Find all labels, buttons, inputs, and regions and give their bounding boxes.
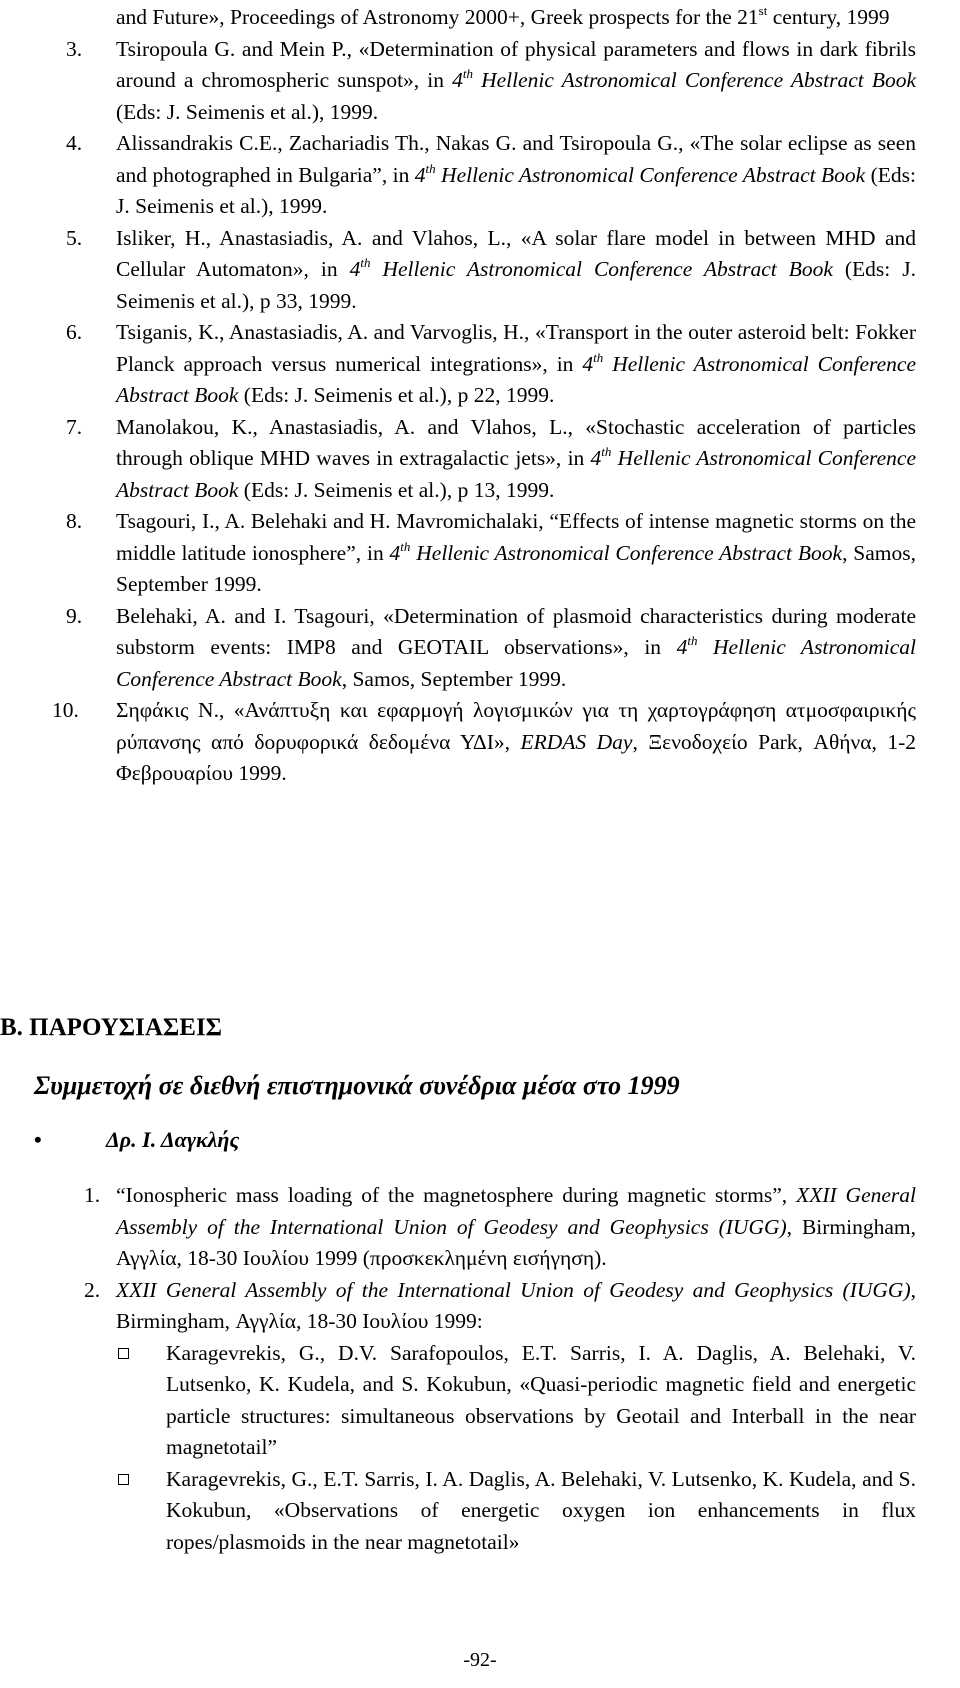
list-item	[66, 223, 916, 318]
item-text	[116, 1275, 916, 1338]
text-fragment: Alissandrakis C.E., Zachariadis Th., Nakas G. and Tsiropoula G., «The solar eclipse as seen and photographed in Bulgaria”, in	[116, 131, 916, 187]
page-number: -92-	[463, 1649, 497, 1671]
text-fragment: 4	[452, 68, 463, 92]
text-fragment: century, 1999	[767, 5, 890, 29]
item-text	[116, 1180, 916, 1275]
superscript: th	[601, 444, 612, 459]
item-text	[116, 128, 916, 223]
item-number: 10.	[52, 698, 79, 722]
list-item	[84, 1180, 916, 1275]
superscript: th	[687, 633, 698, 648]
text-fragment: Hellenic Astronomical Conference Abstract Book	[370, 257, 833, 281]
list-item	[66, 2, 916, 34]
person-name: Δρ. Ι. Δαγκλής	[106, 1127, 240, 1152]
sub-item-text: Karagevrekis, G., D.V. Sarafopoulos, E.T. Sarris, I. A. Daglis, A. Belehaki, V. Lutsenko, K. Kudela, and S. Kokubun, «Quasi-periodic magnetic field and energetic particle structures: simultaneous observations by Geotail and Interball in the near magnetotail”	[166, 1340, 916, 1459]
text-fragment: Tsiropoula G. and Mein P., «Determination of physical parameters and flows in dark fibrils around a chromospheric sunspot», in	[116, 36, 916, 92]
text-fragment: Hellenic Astronomical Conference Abstract Book	[116, 635, 916, 691]
item-number: 1.	[84, 1183, 101, 1207]
item-number: 9.	[66, 603, 83, 628]
list-item	[66, 34, 916, 129]
sub-item-text: Karagevrekis, G., E.T. Sarris, I. A. Daglis, A. Belehaki, V. Lutsenko, K. Kudela, and S. Kokubun, «Observations of energetic oxygen ion enhancements in flux ropes/plasmoids in the near magnetotail»	[166, 1466, 916, 1554]
list-item	[52, 695, 917, 790]
item-number: 5.	[66, 225, 83, 250]
text-fragment: 4	[582, 351, 594, 376]
item-text	[116, 223, 916, 318]
item-text	[116, 412, 916, 507]
text-fragment: XXII General Assembly of the International Union of Geodesy and Geophysics (IUGG)	[116, 1277, 911, 1302]
sub-list-item	[116, 1338, 916, 1464]
item-text	[116, 2, 916, 34]
text-fragment: (Eds: J. Seimenis et al.), 1999.	[116, 99, 379, 124]
text-fragment: (Eds: J. Seimenis et al.), p 22, 1999.	[238, 383, 555, 407]
talk-list	[84, 1180, 916, 1558]
text-fragment: ERDAS Day	[520, 729, 633, 754]
person-entry	[34, 1124, 239, 1156]
superscript: st	[758, 3, 768, 18]
text-fragment: (Eds: J. Seimenis et al.), p 33, 1999.	[116, 257, 916, 313]
text-fragment: Belehaki, A. and I. Tsagouri, «Determination of plasmoid characteristics during moderate substorm events: IMP8 and GEOTAIL observations», in	[116, 603, 916, 659]
text-fragment: , Birmingham, Αγγλία, 18-30 Ιουλίου 1999:	[116, 1277, 916, 1333]
text-fragment: “Ionospheric mass loading of the magnetosphere during magnetic storms”,	[116, 1183, 797, 1207]
item-text	[116, 601, 916, 696]
list-item	[66, 128, 916, 223]
superscript: th	[593, 349, 604, 365]
section-heading: B. ΠΑΡΟΥΣΙΑΣΕΙΣ	[0, 1014, 223, 1041]
item-number: 2.	[84, 1277, 101, 1302]
list-item	[84, 1275, 916, 1559]
reference-list	[52, 2, 917, 790]
item-number: 3.	[66, 36, 83, 61]
text-fragment: , Birmingham, Αγγλία, 18-30 Ιουλίου 1999 (προσκεκλημένη εισήγηση).	[116, 1214, 917, 1270]
text-fragment: 4	[414, 162, 426, 187]
subsection-heading: Συμμετοχή σε διεθνή επιστημονικά συνέδρια μέσα στο 1999	[34, 1071, 680, 1100]
text-fragment: Hellenic Astronomical Conference Abstract Book	[473, 68, 916, 92]
text-fragment: (Eds: J. Seimenis et al.), 1999.	[116, 162, 916, 218]
text-fragment: , Ξενοδοχείο Park, Αθήνα, 1-2 Φεβρουαρίου 1999.	[116, 729, 917, 785]
text-fragment: (Eds: J. Seimenis et al.), p 13, 1999.	[238, 477, 555, 502]
sub-list-item	[116, 1464, 916, 1559]
bullet-icon: •	[34, 1127, 42, 1152]
text-fragment: , Samos, September 1999.	[116, 540, 916, 596]
text-fragment: Hellenic Astronomical Conference Abstract Book	[116, 446, 916, 502]
list-item	[66, 317, 916, 412]
sub-list	[116, 1338, 916, 1559]
item-number: 8.	[66, 509, 83, 533]
text-fragment: Σηφάκις Ν., «Ανάπτυξη και εφαρμογή λογισμικών για τη χαρτογράφηση ατμοσφαιρικής ρύπανσης από δορυφορικά δεδομένα ΥΔΙ»,	[116, 698, 916, 754]
list-item	[66, 601, 916, 696]
text-fragment: Tsiganis, K., Anastasiadis, A. and Varvoglis, H., «Transport in the outer asteroid belt: Fokker Planck approach versus numerical integrations», in	[116, 320, 916, 376]
text-fragment: Tsagouri, I., A. Belehaki and H. Mavromichalaki, “Effects of intense magnetic storms on the middle latitude ionosphere”, in	[116, 509, 916, 565]
checkbox-bullet-icon	[118, 1348, 129, 1359]
text-fragment: , Samos, September 1999.	[341, 666, 567, 691]
superscript: th	[400, 538, 411, 554]
text-fragment: 4	[389, 540, 401, 565]
text-fragment: 4	[676, 635, 688, 659]
item-number: 4.	[66, 131, 83, 155]
checkbox-bullet-icon	[118, 1474, 129, 1485]
item-text	[116, 506, 916, 601]
text-fragment: Manolakou, K., Anastasiadis, A. and Vlahos, L., «Stochastic acceleration of particles through oblique MHD waves in extragalactic jets», in	[116, 414, 916, 470]
superscript: th	[462, 66, 473, 81]
item-text	[116, 317, 916, 412]
text-fragment: and Future», Proceedings of Astronomy 2000+, Greek prospects for the 21	[116, 5, 759, 29]
list-item	[66, 412, 916, 507]
item-number: 6.	[66, 320, 83, 344]
superscript: th	[425, 160, 436, 176]
item-number: 7.	[66, 414, 83, 439]
text-fragment: Hellenic Astronomical Conference Abstract Book	[410, 540, 843, 565]
text-fragment: Hellenic Astronomical Conference Abstract Book	[116, 351, 916, 407]
text-fragment: Hellenic Astronomical Conference Abstract Book	[435, 162, 866, 187]
item-text	[116, 34, 916, 129]
superscript: th	[360, 255, 371, 270]
list-item	[66, 506, 916, 601]
text-fragment: 4	[590, 446, 602, 470]
text-fragment: XXII General Assembly of the International Union of Geodesy and Geophysics (IUGG)	[116, 1183, 916, 1239]
text-fragment: 4	[349, 257, 361, 281]
text-fragment: Isliker, H., Anastasiadis, A. and Vlahos, L., «A solar flare model in between MHD and Cellular Automaton», in	[116, 225, 916, 281]
item-text	[116, 695, 916, 790]
